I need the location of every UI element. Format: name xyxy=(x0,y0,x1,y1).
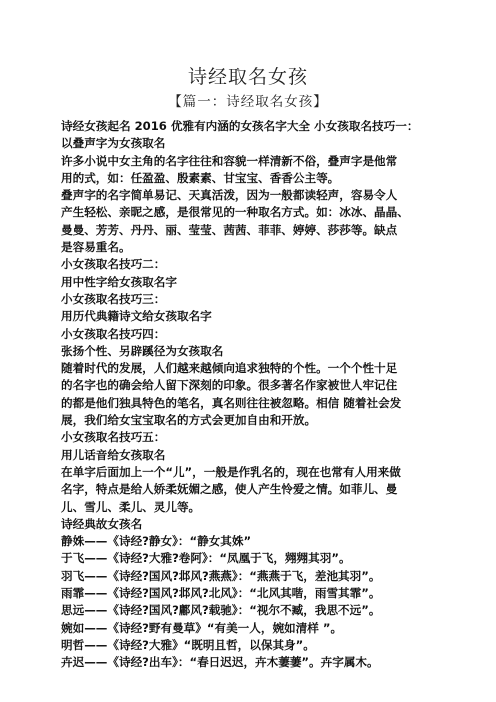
body-line: 在单字后面加上一个“儿”，一般是作乳名的，现在也常有人用来做 xyxy=(61,464,401,479)
body-line: 展，我们给女宝宝取名的方式会更加自由和开放。 xyxy=(61,413,317,428)
body-line: 诗经女孩起名 2016 优雅有内涵的女孩名字大全 小女孩取名技巧一： xyxy=(61,119,419,133)
body-line: 的都是他们独具特色的笔名，真名则往往被忽略。相信 随着社会发 xyxy=(61,395,402,410)
document-title: 诗经取名女孩 xyxy=(187,66,308,88)
body-line: 于飞——《诗经?大雅?卷阿》：“凤凰于飞，翙翙其羽”。 xyxy=(61,551,351,566)
body-line: 用儿话音给女孩取名 xyxy=(61,447,166,462)
body-line: 用的式，如：任盈盈、殷素素、甘宝宝、香香公主等。 xyxy=(61,170,340,185)
body-line: 叠声字的名字简单易记、天真活泼，因为一般都读轻声，容易令人 xyxy=(61,188,398,203)
body-line: 儿、雪儿、柔儿、灵儿等。 xyxy=(61,499,201,514)
body-line: 诗经典故女孩名 xyxy=(61,516,143,531)
body-line: 随着时代的发展，人们越来越倾向追求独特的个性。一个个性十足 xyxy=(61,361,398,376)
document-body xyxy=(61,118,471,672)
section-heading: 【篇一：诗经取名女孩】 xyxy=(168,94,328,110)
body-line: 婉如——《诗经?野有曼草》“有美一人，婉如清样 ”。 xyxy=(61,620,343,635)
body-line: 羽飞——《诗经?国风?邶风?燕燕》：“燕燕于飞，差池其羽”。 xyxy=(61,568,381,583)
body-line: 的名字也的确会给人留下深刻的印象。很多著名作家被世人牢记住 xyxy=(61,378,398,393)
body-line: 思远——《诗经?国风?鄘风?载驰》：“视尔不臧，我思不远”。 xyxy=(61,603,381,618)
body-line: 静姝——《诗经?静女》：“静女其姝” xyxy=(61,534,252,549)
body-line: 小女孩取名技巧二： xyxy=(61,257,166,272)
body-line: 明哲——《诗经?大雅》“既明且哲，以保其身”。 xyxy=(61,637,315,652)
body-line: 是容易重名。 xyxy=(61,240,131,255)
body-line: 用历代典籍诗文给女孩取名字 xyxy=(61,309,212,324)
body-line: 小女孩取名技巧四： xyxy=(61,326,166,341)
body-line: 卉迟——《诗经?出车》：“春日迟迟，卉木萋萋”。卉字属木。 xyxy=(61,655,379,670)
body-line: 产生轻松、亲昵之感，是很常见的一种取名方式。如：冰冰、晶晶、 xyxy=(61,205,409,220)
body-line: 小女孩取名技巧三： xyxy=(61,291,166,306)
body-line: 小女孩取名技巧五： xyxy=(61,430,166,445)
body-line: 雨霏——《诗经?国风?邶风?北风》：“北风其喈，雨雪其霏”。 xyxy=(61,586,381,601)
body-line: 张扬个性、另辟蹊径为女孩取名 xyxy=(61,343,224,358)
body-line: 曼曼、芳芳、丹丹、丽、莹莹、茜茜、菲菲、婷婷、莎莎等。缺点 xyxy=(61,222,398,237)
body-line: 名字，特点是给人娇柔妩媚之感，使人产生怜爱之情。如菲儿、曼 xyxy=(61,482,398,497)
body-line: 用中性字给女孩取名字 xyxy=(61,274,177,289)
body-line: 许多小说中女主角的名字往往和容貌一样清新不俗，叠声字是他常 xyxy=(61,153,398,168)
body-line: 以叠声字为女孩取名 xyxy=(61,136,166,151)
